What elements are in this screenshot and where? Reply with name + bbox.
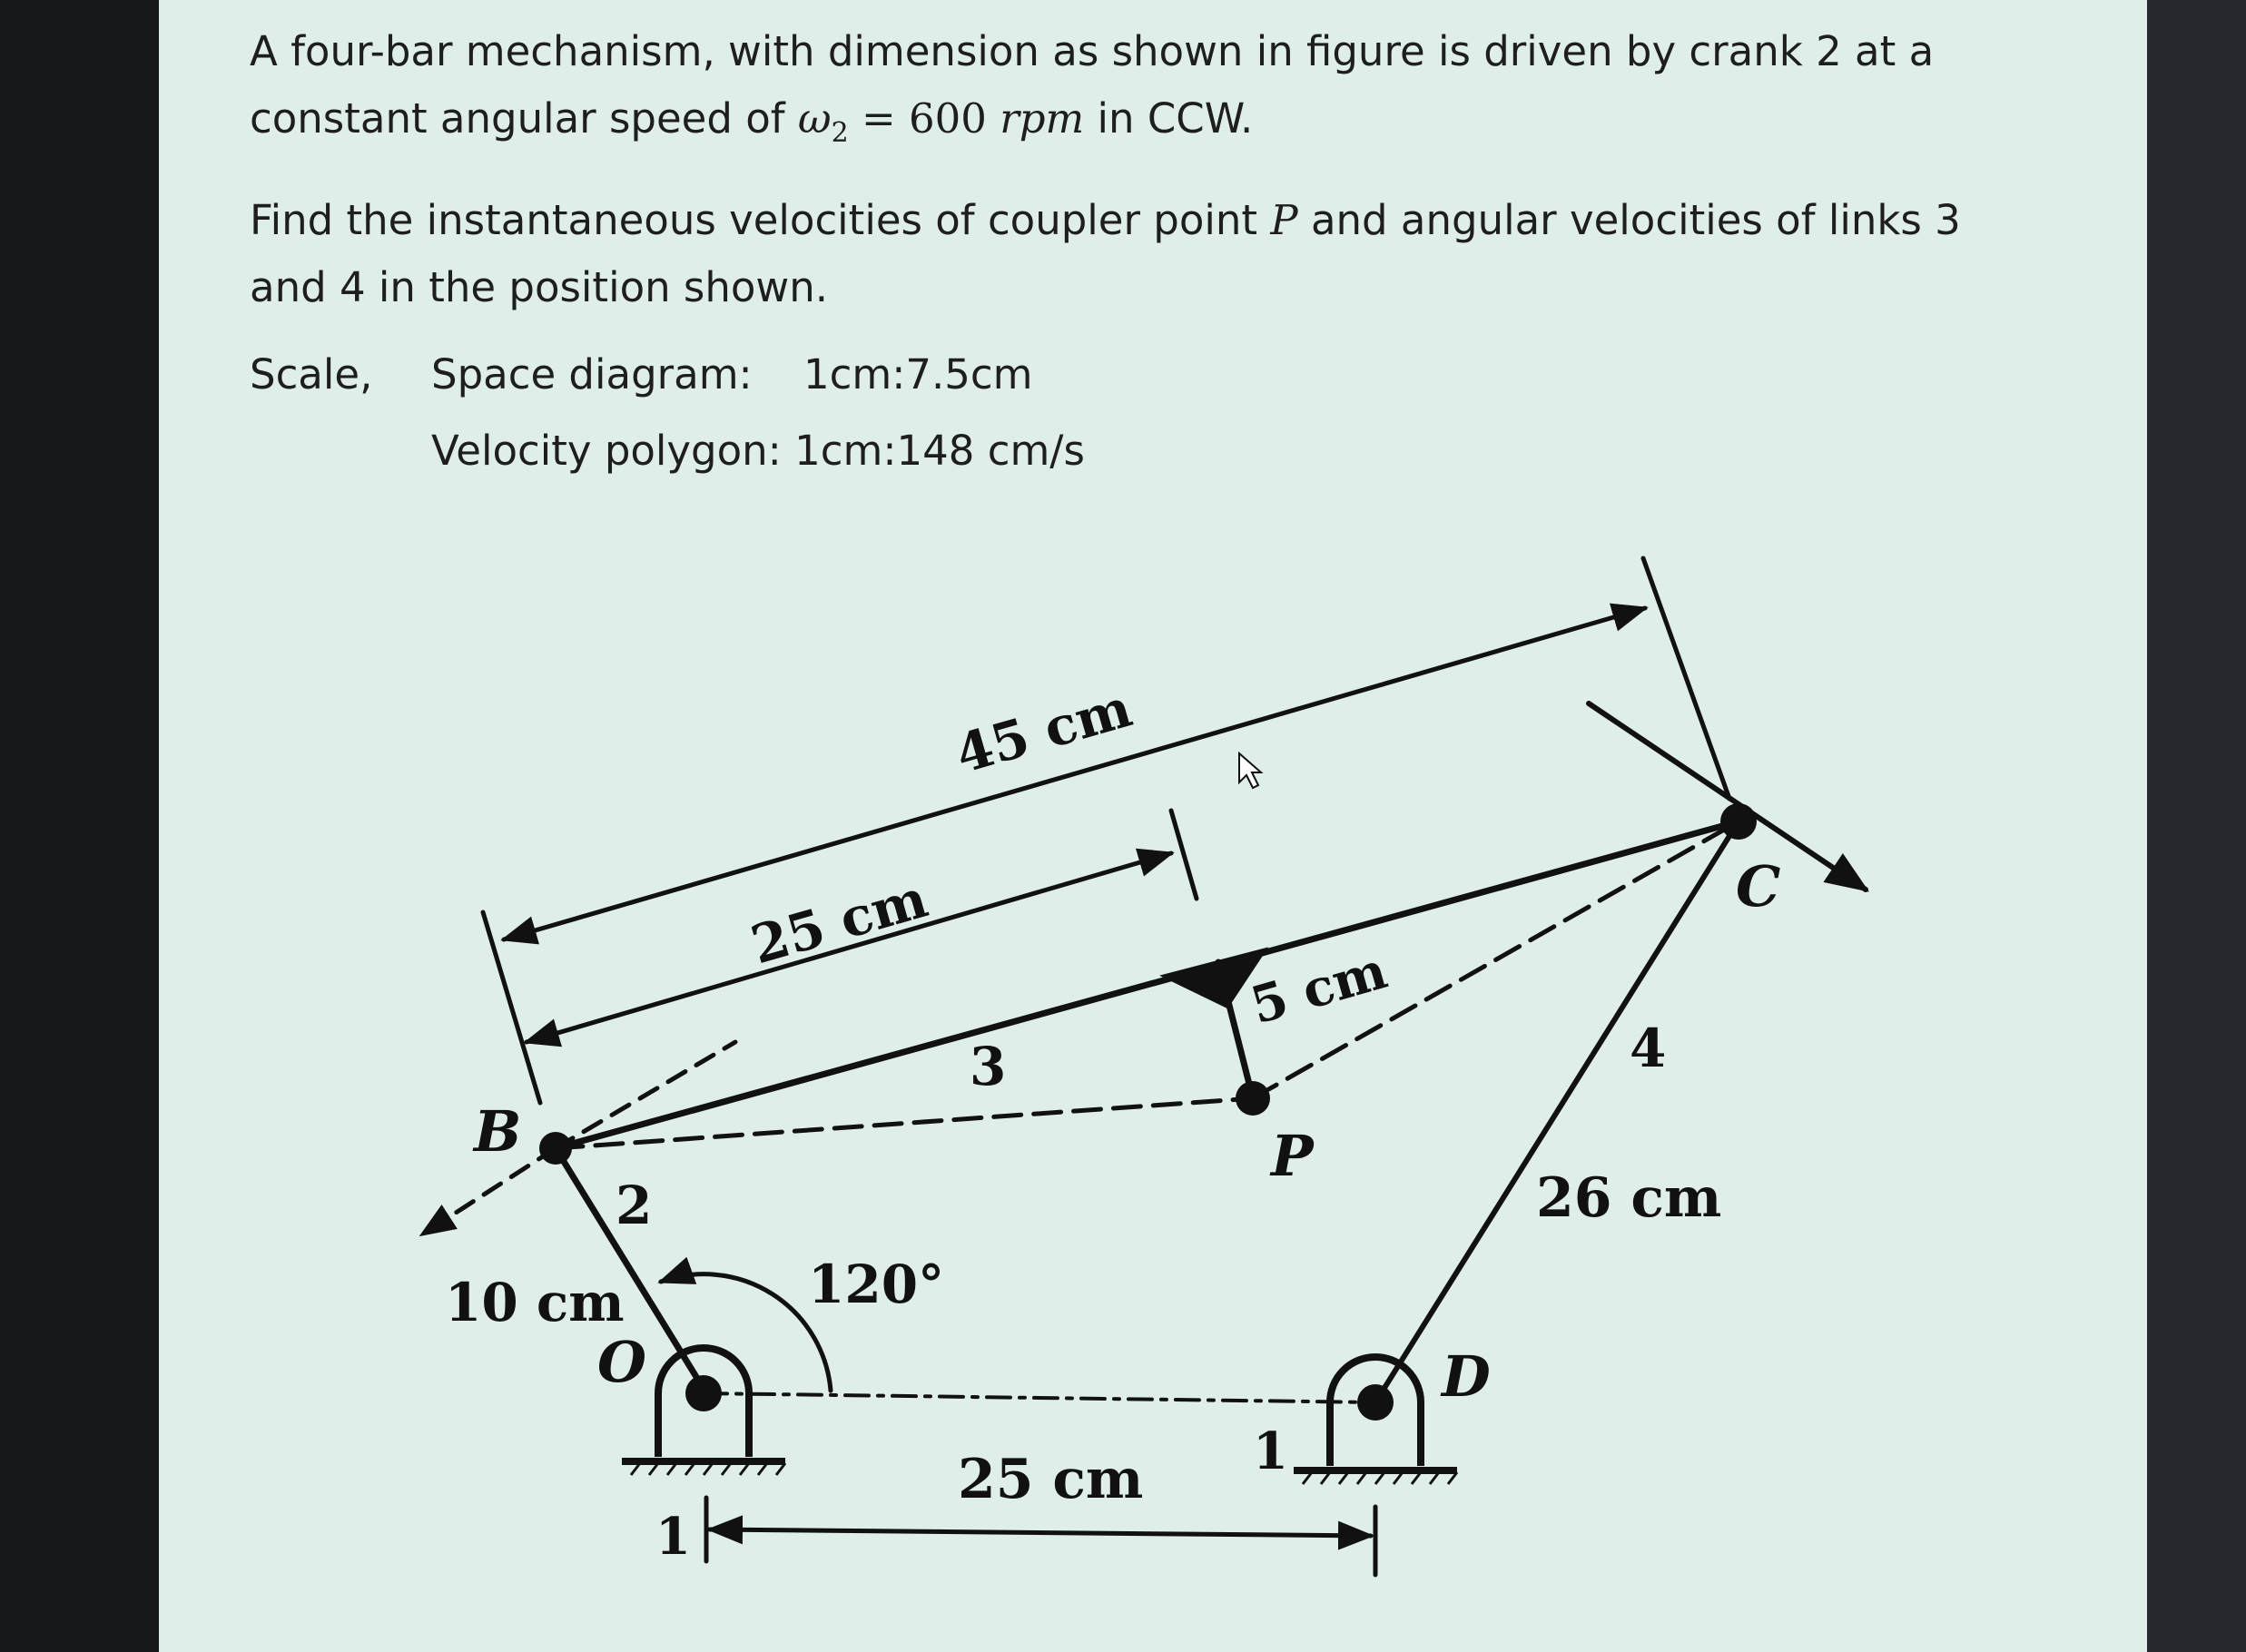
- dim-45-label: 45 cm: [949, 676, 1138, 786]
- link-2-label: 2: [616, 1175, 653, 1236]
- omega-unit: rpm: [1000, 94, 1085, 143]
- point-c-label: C: [1736, 853, 1781, 919]
- point-o-label: O: [597, 1329, 647, 1395]
- dim-45-ext-left: [483, 912, 540, 1103]
- dim-ground-line: [710, 1529, 1371, 1536]
- dim-25-coupler-label: 25 cm: [744, 867, 934, 977]
- coupler-link-3: [556, 821, 1739, 1148]
- scale-word: Scale,: [250, 350, 373, 398]
- dim-45-ext-right: [1643, 558, 1729, 799]
- coupler-point-p: [1236, 1081, 1270, 1116]
- dim-ground-label: 25 cm: [958, 1448, 1144, 1511]
- problem-line-2-start: constant angular speed of: [250, 94, 798, 143]
- point-b-label: B: [474, 1098, 522, 1165]
- dashed-b-perpendicular: [556, 1042, 735, 1148]
- space-diagram-label: Space diagram:: [431, 350, 753, 398]
- dim-10-label: 10 cm: [445, 1272, 625, 1333]
- omega-symbol: ω: [797, 94, 832, 143]
- space-diagram-scale: 1cm:7.5cm: [803, 350, 1033, 398]
- velocity-polygon-scale: 1cm:148 cm/s: [794, 427, 1085, 475]
- dashed-b-to-p: [556, 1098, 1253, 1148]
- mouse-cursor-icon: [1239, 753, 1261, 788]
- ground-1-right-label: 1: [1253, 1421, 1288, 1481]
- problem-line-2-end: in CCW.: [1084, 94, 1254, 143]
- joint-b: [539, 1132, 572, 1165]
- point-d-label: D: [1442, 1343, 1491, 1410]
- joint-c: [1720, 803, 1757, 840]
- dim-5-label: 5 cm: [1244, 940, 1394, 1037]
- link-3-label: 3: [970, 1036, 1007, 1097]
- point-p-symbol: P: [1270, 196, 1298, 244]
- omega-subscript: 2: [831, 117, 849, 149]
- dim-26-label: 26 cm: [1536, 1166, 1722, 1230]
- problem-line-1: A four-bar mechanism, with dimension as shown in figure is driven by crank 2 at a: [250, 27, 1935, 75]
- problem-line-3-start: Find the instantaneous velocities of coupler point: [250, 196, 1271, 244]
- angle-label: 120°: [808, 1254, 945, 1315]
- ground-1-left-label: 1: [655, 1507, 691, 1567]
- velocity-polygon-label: Velocity polygon:: [431, 427, 782, 475]
- dim-45-line: [504, 608, 1645, 939]
- point-p-label: P: [1271, 1123, 1314, 1189]
- velocity-direction-c: [1589, 703, 1866, 890]
- joint-o: [685, 1375, 722, 1411]
- ground-centerline: [704, 1393, 1375, 1402]
- problem-line-3-end: and angular velocities of links 3: [1297, 196, 1961, 244]
- joint-d: [1357, 1384, 1394, 1421]
- problem-line-4: and 4 in the position shown.: [250, 263, 829, 311]
- link-4-label: 4: [1630, 1018, 1667, 1079]
- omega-value: = 600: [848, 94, 1000, 143]
- dim-25-coupler-ext: [1171, 811, 1197, 899]
